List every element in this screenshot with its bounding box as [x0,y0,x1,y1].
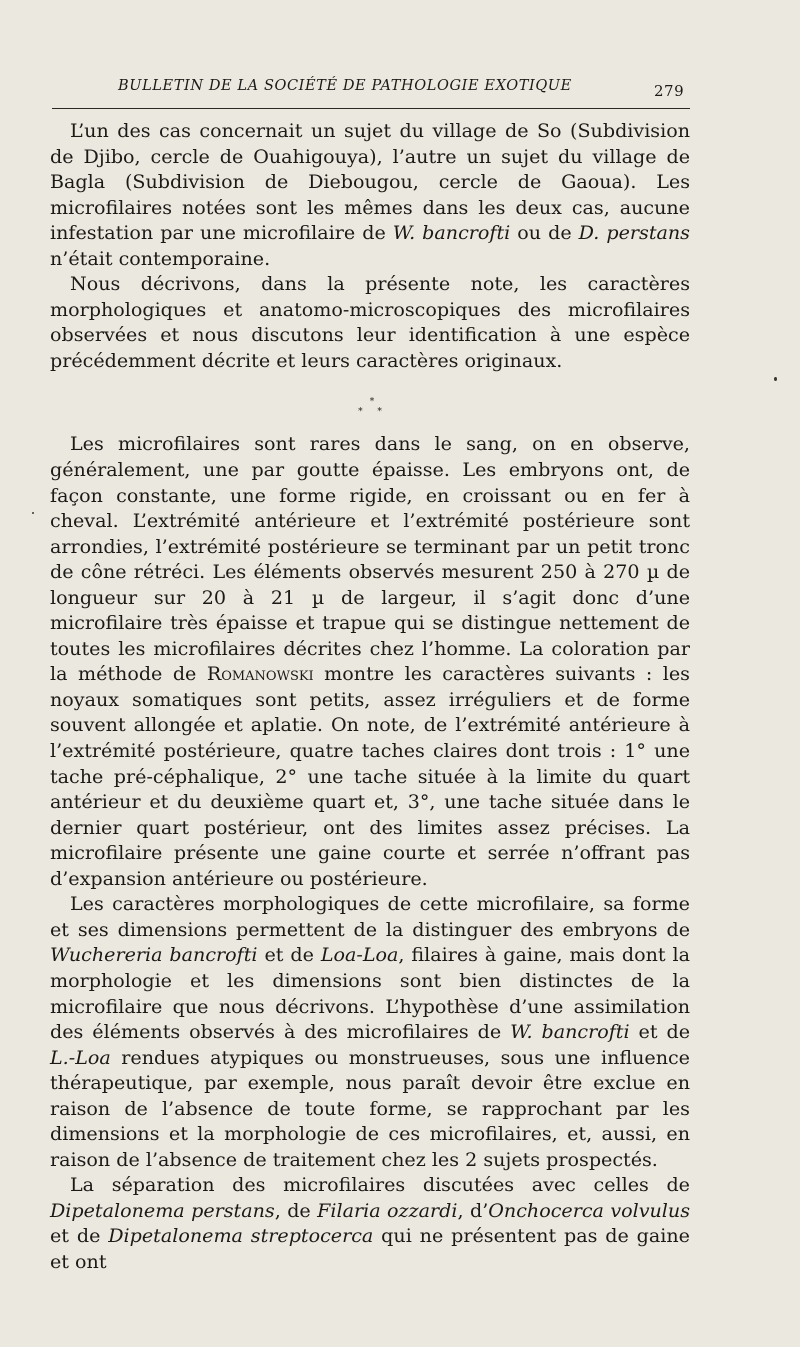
species-name: Onchocerca volvulus [488,1198,690,1222]
author-name: Romanowski [206,662,314,686]
species-name: W. bancrofti [510,1020,630,1044]
species-name: Filaria ozzardi [317,1198,458,1222]
species-name: Loa-Loa [320,943,399,967]
paragraph-2: Nous décrivons, dans la présente note, les caractères morphologiques et anatomo-microscopiques des microfilaires observées et nous discutons leur identification à une espèce précédemment décrite et leurs caractères originaux. [50,272,690,372]
species-name: Dipetalonema streptocerca [108,1224,374,1248]
paragraph-5: La séparation des microfilaires discutées avec celles de Dipetalonema perstans, de Filaria ozzardi, d’Onchocerca volvulus et de Dipetalonema streptocerca qui ne présentent pas de gaine et ont [50,1173,690,1273]
species-name: W. bancrofti [392,221,511,245]
species-name: D. perstans [578,221,690,245]
species-name: Wuchereria bancrofti [50,943,258,967]
separator-stars-bottom: * * [358,407,388,418]
species-name: Dipetalonema perstans [50,1198,275,1222]
margin-speck [32,512,34,514]
running-head: BULLETIN DE LA SOCIÉTÉ DE PATHOLOGIE EXOTIQUE [118,78,572,94]
body-text [50,118,690,1275]
separator-star-top: * [369,397,375,408]
margin-speck [774,377,777,381]
species-name: L.-Loa [50,1045,111,1069]
header-rule [52,108,690,109]
page-number: 279 [654,82,685,100]
paragraph-3: Les microfilaires sont rares dans le sang, on en observe, généralement, une par goutte épaisse. Les embryons ont, de façon constante, une forme rigide, en croissant ou en fer à cheval. L’extrémité antérieure et l’extrémité postérieure sont arrondies, l’extrémité postérieure se terminant par un petit tronc de cône rétréci. Les éléments observés mesurent 250 à 270 µ de longueur sur 20 à 21 µ de largeur, il s’agit donc d’une microfilaire très épaisse et trapue qui se distingue nettement de toutes les microfilaires décrites chez l’homme. La coloration par la méthode de Romanowski montre les caractères suivants : les noyaux somatiques sont petits, assez irréguliers et de forme souvent allongée et aplatie. On note, de l’extrémité antérieure à l’extrémité postérieure, quatre taches claires dont trois : 1° une tache pré-céphalique, 2° une tache située à la limite du quart antérieur et du deuxième quart et, 3°, une tache située dans le dernier quart postérieur, ont des limites assez précises. La microfilaire présente une gaine courte et serrée n’offrant pas d’expansion antérieure ou postérieure. [50,432,690,890]
paragraph-4: Les caractères morphologiques de cette microfilaire, sa forme et ses dimensions permettent de la distinguer des embryons de Wuchereria bancrofti et de Loa-Loa, filaires à gaine, mais dont la morphologie et les dimensions sont bien distinctes de la microfilaire que nous décrivons. L’hypothèse d’une assimilation des éléments observés à des microfilaires de W. bancrofti et de L.-Loa rendues atypiques ou monstrueuses, sous une influence thérapeutique, par exemple, nous paraît devoir être exclue en raison de l’absence de toute forme, se rapprochant par les dimensions et la morphologie de ces microfilaires, et, aussi, en raison de l’absence de traitement chez les 2 sujets prospectés. [50,892,691,1171]
paragraph-1: L’un des cas concernait un sujet du village de So (Subdivision de Djibo, cercle de Ouahigouya), l’autre un sujet du village de Bagla (Subdivision de Diebougou, cercle de Gaoua). Les microfilaires notées sont les mêmes dans les deux cas, aucune infestation par une microfilaire de W. bancrofti ou de D. perstans n’était contemporaine. [50,119,690,270]
section-separator [50,373,690,431]
